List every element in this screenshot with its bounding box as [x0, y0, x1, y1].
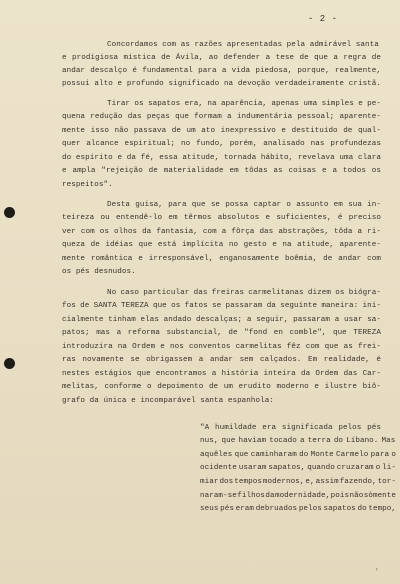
text-line: nus, que haviam tocado a terra do Líbano. Mas: [200, 437, 396, 445]
text-line: patos; mas a reforma substancial, de "fond en comble", que TEREZA: [62, 329, 381, 337]
text-line: mente isso não passava de um ato inexpressivo e destituído de qual-: [62, 127, 381, 135]
text-line: Desta guisa, para que se possa captar o assunto em sua in-: [107, 201, 381, 209]
text-line: andar descalço é fundamental para a vida piedosa, porque, realmente,: [62, 67, 381, 75]
text-line: respeitos".: [62, 181, 113, 189]
text-line: mente romântica e irresponsável, enganosamente boêmia, de andar com: [62, 255, 381, 263]
corner-mark: ‹: [375, 566, 379, 573]
text-line: quena redução das peças que formam a indumentária pessoal; aparente-: [62, 113, 381, 121]
text-line: e prodigiosa mística de Ávila, ao defender a tese de que a regra de: [62, 54, 381, 62]
punch-hole: [4, 358, 15, 369]
text-line: fos de SANTA TEREZA que os fatos se passaram da seguinte maneira: ini-: [62, 302, 381, 310]
text-line: nestes estágios que encontramos a história inteira da Ordem das Car-: [62, 370, 381, 378]
text-line: Tirar os sapatos era, na aparência, apenas uma simples e pe-: [107, 100, 381, 108]
text-line: seus pés eram debruados pelos sapatos do tempo,: [200, 505, 396, 513]
text-line: "A humildade era significada pelos pés: [200, 424, 381, 432]
text-line: grafo da única e incomparável santa espanhola:: [62, 397, 274, 405]
punch-hole: [4, 207, 15, 218]
text-line: miar dos tempos modernos, e, assim fazendo, tor-: [200, 478, 396, 486]
text-line: naram-se filhos da modernidade, pois não sòmente: [200, 492, 396, 500]
text-line: ver com os olhos da fantasia, com a fôrça das abstrações, tôda a ri-: [62, 228, 381, 236]
text-line: teireza ou entendê-lo em têrmos absolutos e suficientes, é preciso: [62, 214, 381, 222]
text-line: do espírito e da fé, essa atitude, tornada hábito, revelava uma clara: [62, 154, 381, 162]
text-line: ras novamente se obrigassem a andar sem calçados. Em realidade, é: [62, 356, 381, 364]
text-line: e ampla "rejeição de materialidade em tôdas as coisas e a todos os: [62, 167, 381, 175]
text-line: aquêles que caminharam do Monte Carmelo para o: [200, 451, 396, 459]
text-line: introduzira na Ordem e nos conventos carmelitas fêz com que as frei-: [62, 343, 381, 351]
text-line: cialmente tinham elas andado descalças; a seguir, passaram a usar sa-: [62, 316, 381, 324]
text-line: os pés desnudos.: [62, 268, 136, 276]
text-line: melitas, conforme o depoimento de um erudito moderno e ilustre biô-: [62, 383, 381, 391]
text-line: queza de idéias que está implícita no gesto e na atitude, aparente-: [62, 241, 381, 249]
page-number: - 2 -: [308, 14, 338, 24]
text-line: ocidente usaram sapatos, quando cruzaram o li-: [200, 464, 396, 472]
text-line: No caso particular das freiras carmelitanas dizem os biógra-: [107, 289, 381, 297]
text-line: possui alto e profundo significado na devoção verdadeiramente cristã.: [62, 80, 381, 88]
text-line: quer alcance espiritual; no fundo, porém, analisado nas profundezas: [62, 140, 381, 148]
text-line: Concordamos com as razões apresentadas pela admirável santa: [107, 41, 379, 49]
